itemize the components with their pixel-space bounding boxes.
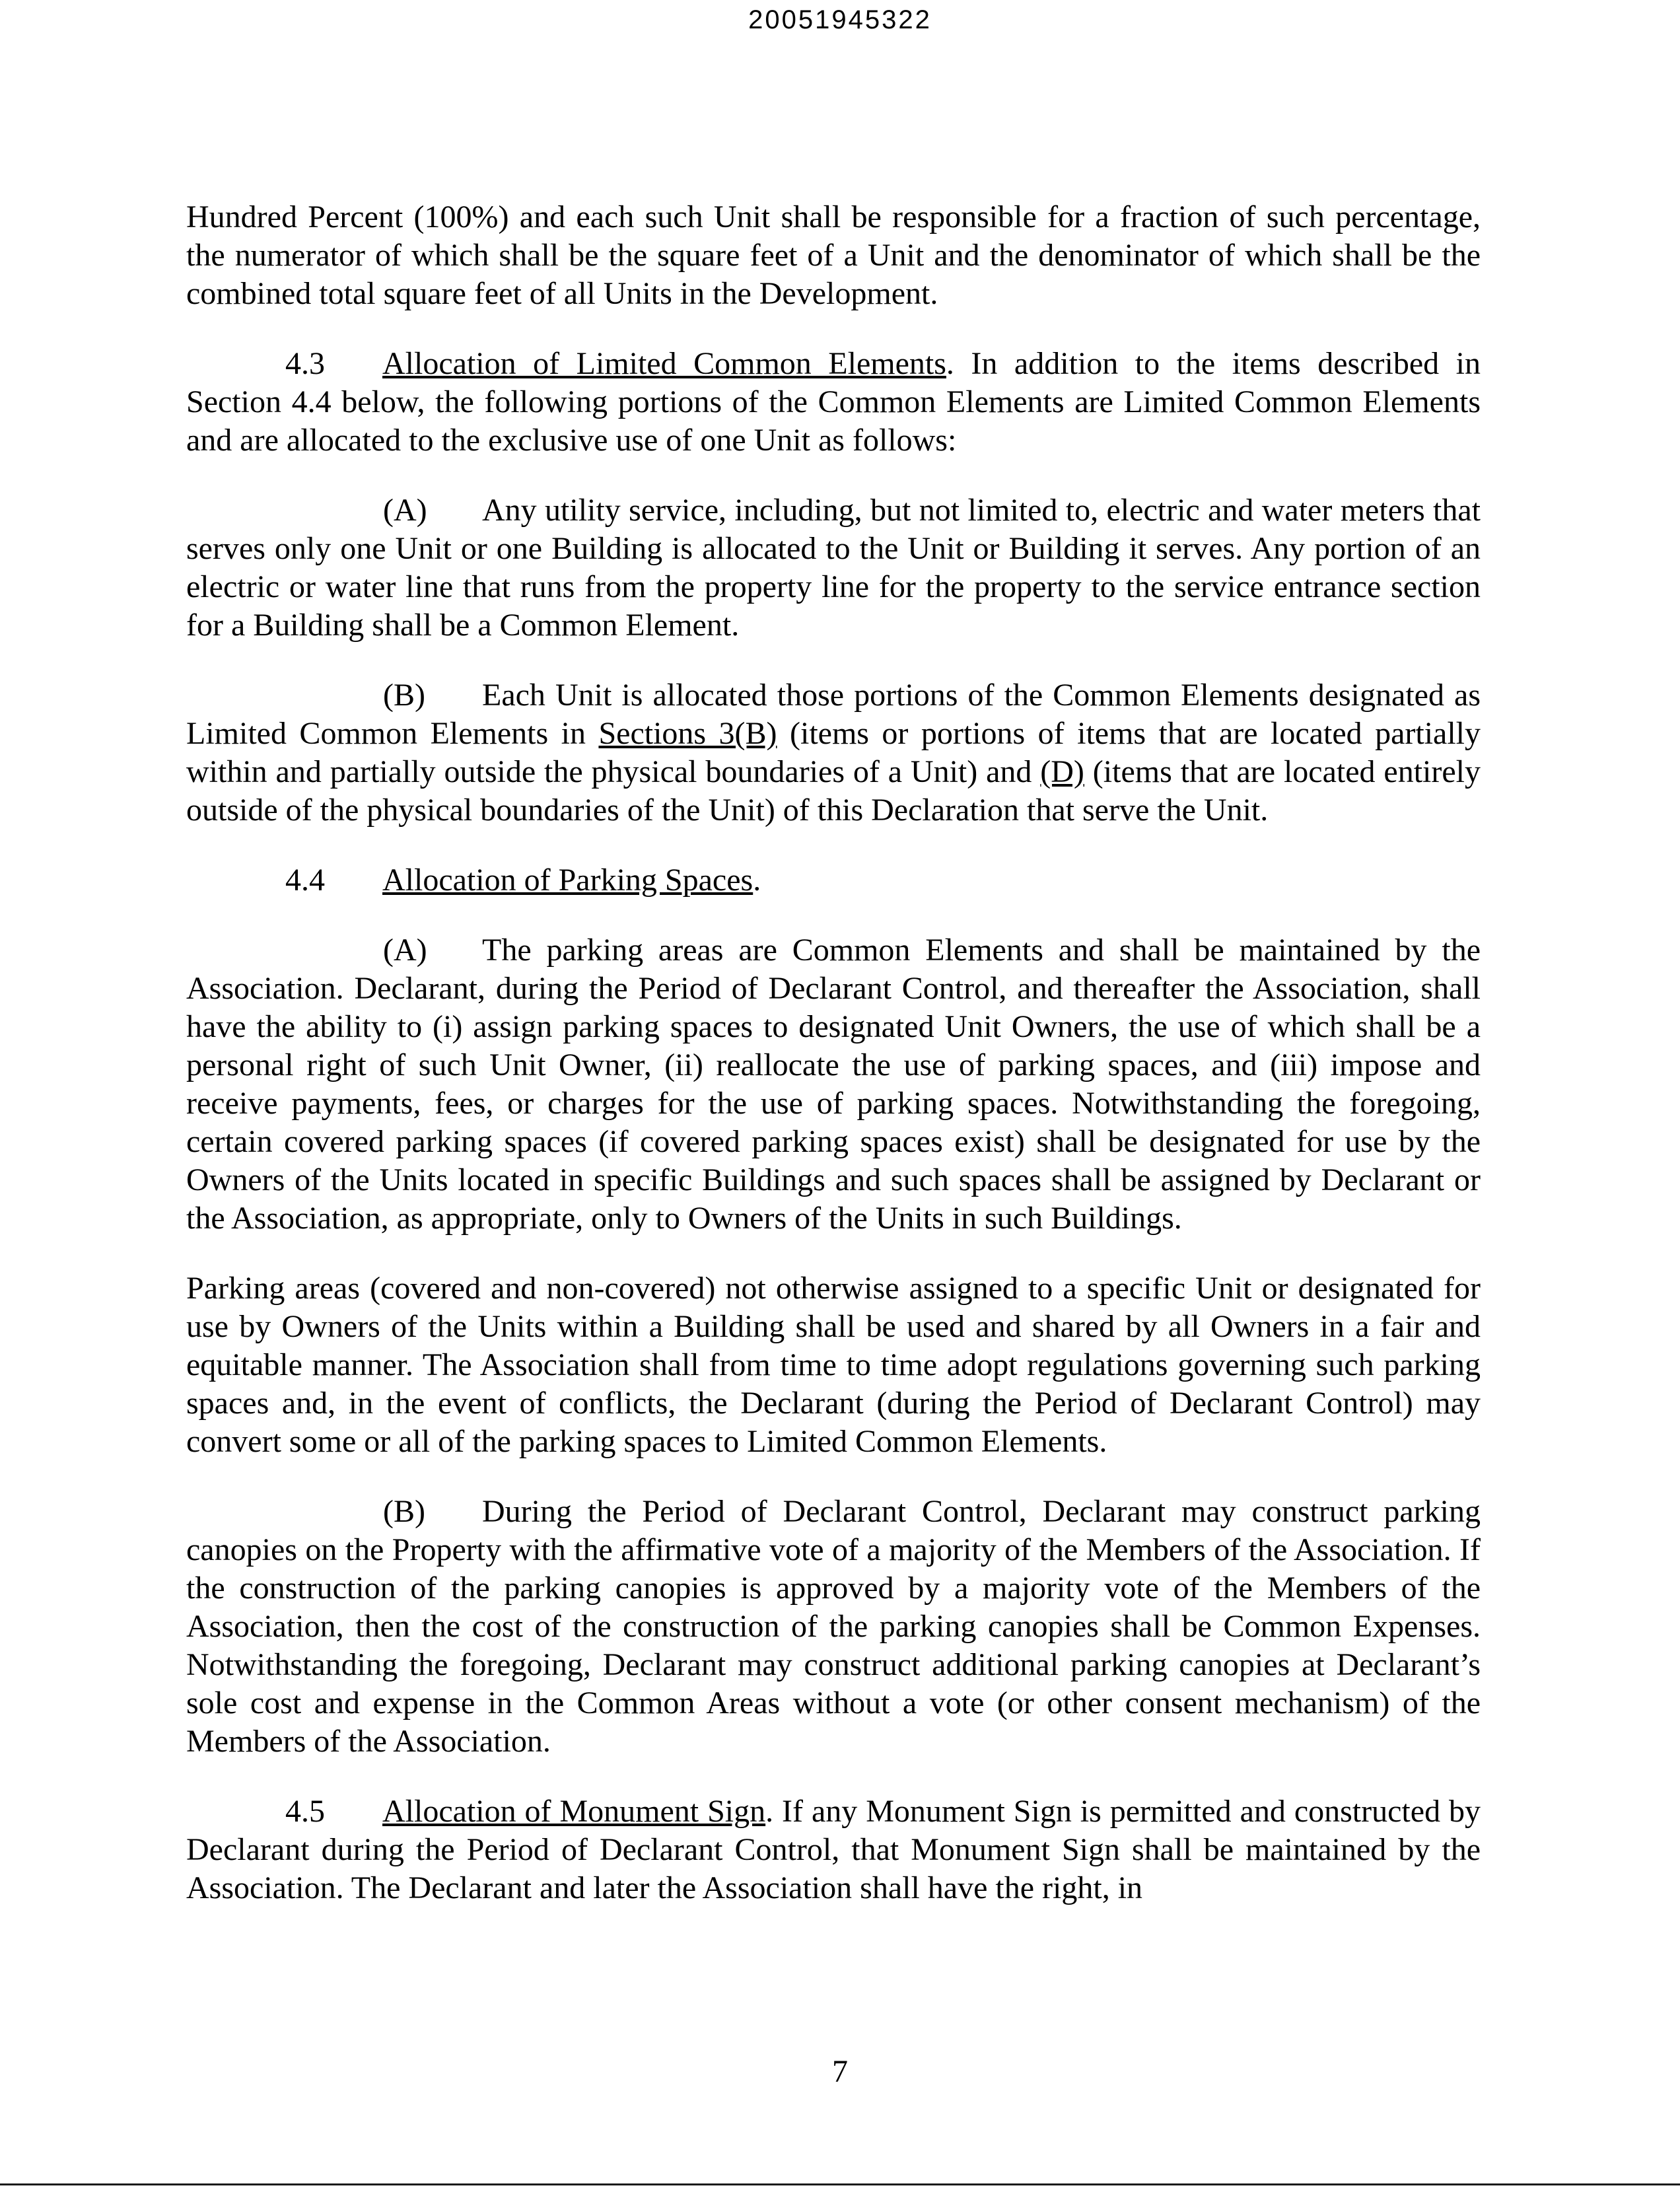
subsection-4-3-a [186,491,1481,645]
section-title: Allocation of Monument Sign [382,1794,766,1829]
section-title: Allocation of Limited Common Elements [382,346,946,381]
subsection-text: The parking areas are Common Elements and shall be maintained by the Association. Declarant, during the Period of Declarant Control, and thereafter the Association, shall have the ability to (i) assign parking spaces to designated Unit Owners, the use of which shall be a personal right of such Unit Owner, (ii) reallocate the use of parking spaces, and (iii) impose and receive payments, fees, or charges for the use of parking spaces. Notwithstanding the foregoing, certain covered parking spaces (if covered parking spaces exist) shall be designated for use by the Owners of the Units located in specific Buildings and such spaces shall be assigned by Declarant or the Association, as appropriate, only to Owners of the Units in such Buildings. [186,933,1481,1236]
subsection-text: (items or portions of items that are located partially within and partially outside the physical boundaries of a Unit) and [186,716,1481,789]
subsection-text: Each Unit is allocated those portions of the Common Elements designated as Limited Common Elements in [186,678,1481,751]
subsection-text: Any utility service, including, but not limited to, electric and water meters that serves only one Unit or one Building is allocated to the Unit or Building it serves. Any portion of an electric or water line that runs from the property line for the property to the service entrance section for a Building shall be a Common Element. [186,493,1481,643]
subsection-label: (A) [383,933,427,968]
document-number: 20051945322 [748,5,932,34]
section-text: . If any Monument Sign is permitted and constructed by Declarant during the Period of Declarant Control, that Monument Sign shall be maintained by the Association. The Declarant and later the Association shall have the right, in [186,1794,1481,1905]
section-reference: Sections 3(B) [598,716,777,751]
subsection-text: During the Period of Declarant Control, Declarant may construct parking canopies on the Property with the affirmative vote of a majority of the Members of the Association. If the construction of the parking canopies is approved by a majority vote of the Members of the Association, then the cost of the construction of the parking canopies shall be Common Expenses. Notwithstanding the foregoing, Declarant may construct additional parking canopies at Declarant’s sole cost and expense in the Common Areas without a vote (or other consent mechanism) of the Members of the Association. [186,1494,1481,1759]
document-body [186,198,1481,1907]
section-period: . [753,863,761,898]
section-number: 4.4 [285,863,325,898]
paragraph-parking-areas: Parking areas (covered and non-covered) not otherwise assigned to a specific Unit or designated for use by Owners of the Units within a Building shall be used and shared by all Owners in a fair and equitable manner. The Association shall from time to time adopt regulations governing such parking spaces and, in the event of conflicts, the Declarant (during the Period of Declarant Control) may convert some or all of the parking spaces to Limited Common Elements. [186,1271,1481,1459]
section-text: . In addition to the items described in Section 4.4 below, the following portions of the Common Elements are Limited Common Elements and are allocated to the exclusive use of one Unit as follows: [186,346,1481,458]
section-4-5 [186,1792,1481,1907]
page-number: 7 [832,2054,848,2089]
subsection-text: (items that are located entirely outside of the physical boundaries of the Unit) of this Declaration that serve the Unit. [186,754,1481,828]
section-reference: (D) [1040,754,1084,789]
section-number: 4.5 [285,1794,325,1829]
section-number: 4.3 [285,346,325,381]
subsection-4-3-b [186,676,1481,830]
section-4-4 [186,861,1481,900]
section-title: Allocation of Parking Spaces [382,863,753,898]
subsection-4-4-a [186,931,1481,1238]
paragraph-continuation: Hundred Percent (100%) and each such Unit shall be responsible for a fraction of such percentage, the numerator of which shall be the square feet of a Unit and the denominator of which shall be the combined total square feet of all Units in the Development. [186,199,1481,311]
section-4-3 [186,345,1481,460]
subsection-label: (A) [383,493,427,528]
subsection-label: (B) [383,1494,425,1529]
bottom-rule [0,2183,1680,2185]
subsection-4-4-b [186,1493,1481,1761]
subsection-label: (B) [383,678,425,713]
